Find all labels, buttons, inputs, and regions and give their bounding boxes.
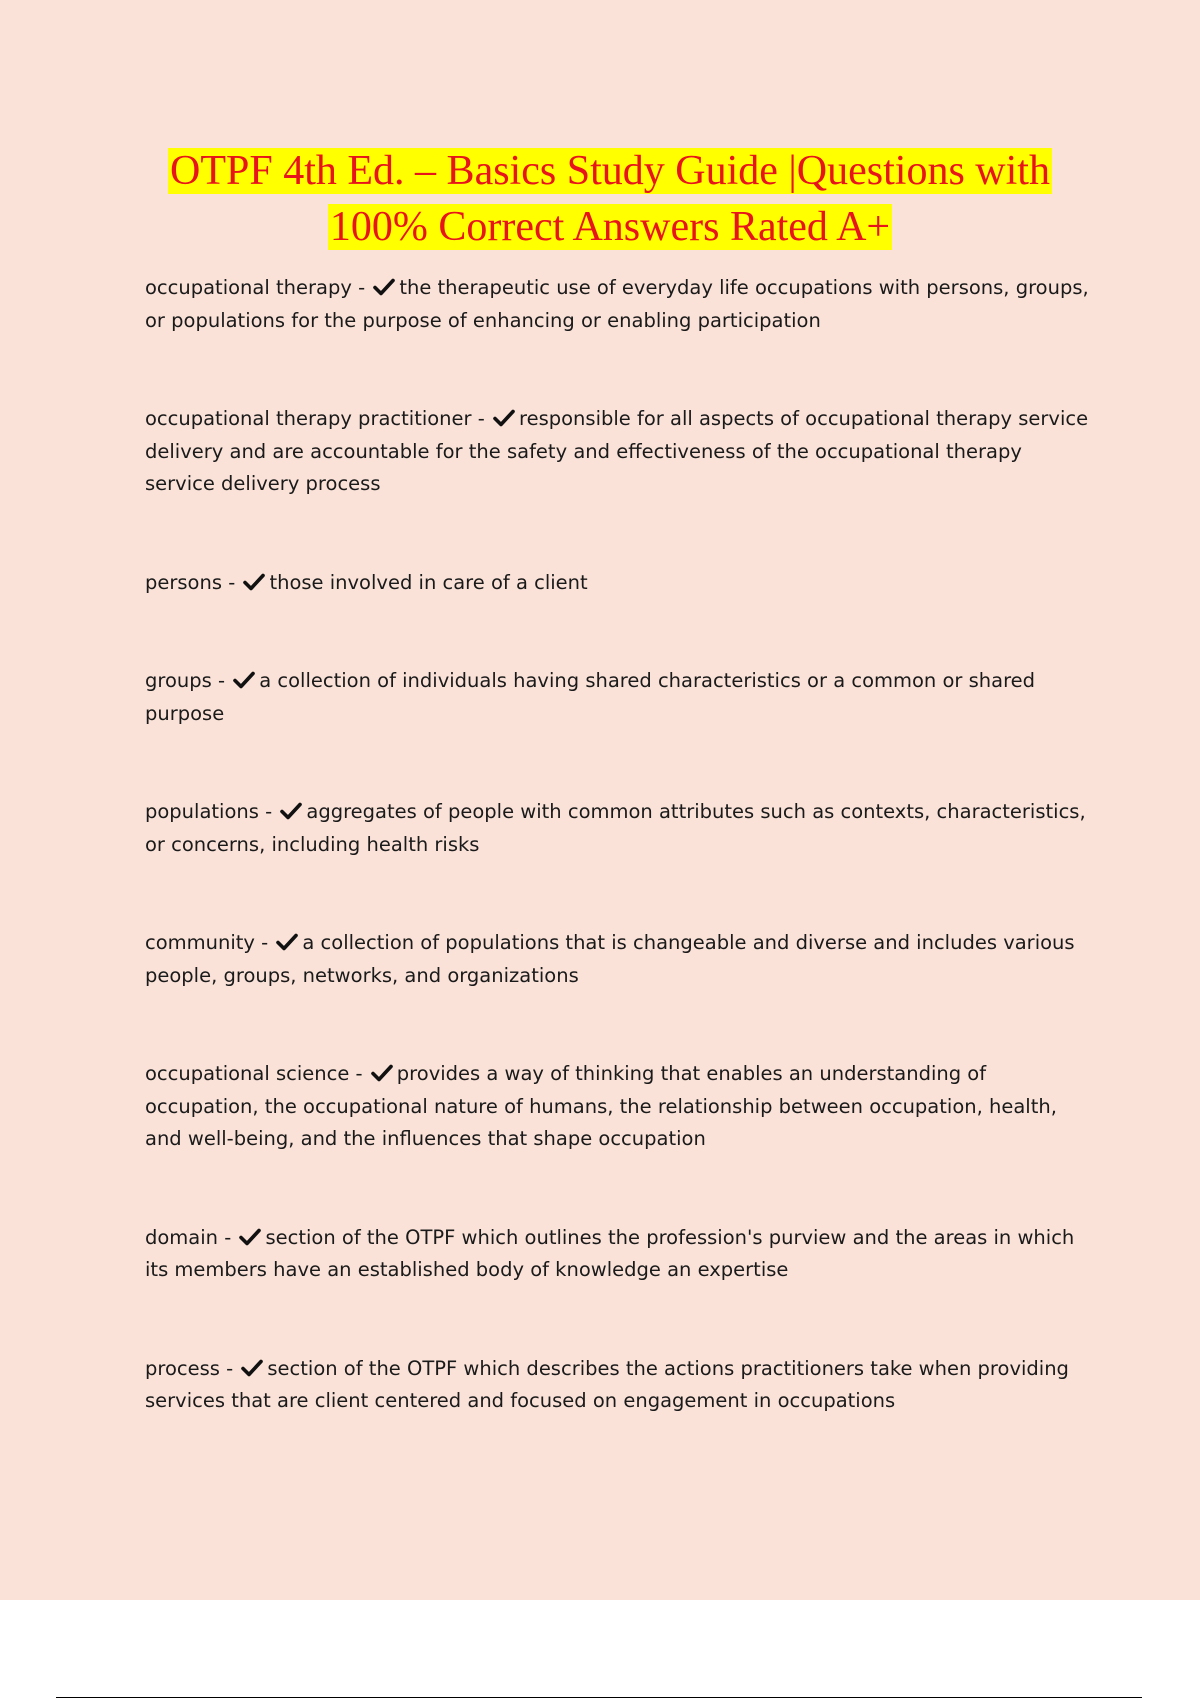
- entry-term: occupational therapy practitioner: [145, 407, 472, 430]
- entry-definition: the therapeutic use of everyday life occupations with persons, groups, or populations for the purpose of enhancing or enabling participation: [145, 276, 1089, 332]
- entry-definition: provides a way of thinking that enables an understanding of occupation, the occupational nature of humans, the relationship between occupation, health, and well-being, and the influences that shape occupation: [145, 1062, 1057, 1150]
- entry-term: populations: [145, 800, 259, 823]
- check-icon: [276, 933, 298, 951]
- entry-separator: -: [258, 800, 279, 823]
- title-line-1: OTPF 4th Ed. – Basics Study Guide |Questions with: [170, 148, 1050, 194]
- glossary-entry: [145, 1353, 1095, 1418]
- check-icon: [233, 671, 255, 689]
- glossary-entry: [145, 927, 1095, 992]
- glossary-list: [145, 272, 1095, 1418]
- glossary-entry: [145, 1222, 1095, 1287]
- entry-separator: -: [211, 669, 232, 692]
- check-icon: [493, 409, 515, 427]
- footer-divider: [56, 1697, 1142, 1698]
- entry-separator: -: [254, 931, 275, 954]
- entry-term: community: [145, 931, 255, 954]
- glossary-entry: [145, 796, 1095, 861]
- title-line-2: 100% Correct Answers Rated A+: [329, 204, 891, 250]
- glossary-entry: [145, 567, 1095, 600]
- check-icon: [243, 573, 265, 591]
- glossary-entry: [145, 272, 1095, 337]
- check-icon: [373, 278, 395, 296]
- entry-separator: -: [218, 1225, 238, 1249]
- entry-term: groups: [145, 669, 212, 692]
- entry-term: process: [145, 1356, 220, 1380]
- check-icon: [280, 802, 302, 820]
- entry-term: occupational science: [145, 1062, 350, 1085]
- entry-separator: -: [349, 1062, 369, 1085]
- glossary-entry: [145, 1058, 1095, 1156]
- entry-term: domain: [145, 1225, 219, 1249]
- entry-term: persons: [145, 570, 223, 594]
- glossary-entry: [145, 403, 1095, 501]
- glossary-entry: [145, 665, 1095, 730]
- check-icon: [241, 1359, 263, 1377]
- entry-definition: aggregates of people with common attributes such as contexts, characteristics, or concerns, including health risks: [145, 800, 1086, 856]
- entry-definition: those involved in care of a client: [269, 570, 588, 594]
- entry-definition: section of the OTPF which outlines the profession's purview and the areas in which its members have an established body of knowledge an expertise: [145, 1225, 1075, 1281]
- entry-separator: -: [471, 407, 491, 430]
- check-icon: [371, 1064, 393, 1082]
- entry-definition: section of the OTPF which describes the actions practitioners take when providing services that are client centered and focused on engagement in occupations: [145, 1356, 1069, 1412]
- entry-definition: a collection of individuals having shared characteristics or a common or shared purpose: [145, 669, 1036, 725]
- entry-definition: a collection of populations that is changeable and diverse and includes various people, groups, networks, and organizations: [145, 931, 1075, 987]
- check-icon: [239, 1228, 261, 1246]
- entry-separator: -: [222, 570, 242, 594]
- entry-separator: -: [351, 276, 372, 299]
- entry-separator: -: [219, 1356, 240, 1380]
- document-title: [130, 143, 1090, 255]
- entry-definition: responsible for all aspects of occupational therapy service delivery and are accountable for the safety and effectiveness of the occupational therapy service delivery process: [145, 407, 1089, 495]
- entry-term: occupational therapy: [145, 276, 352, 299]
